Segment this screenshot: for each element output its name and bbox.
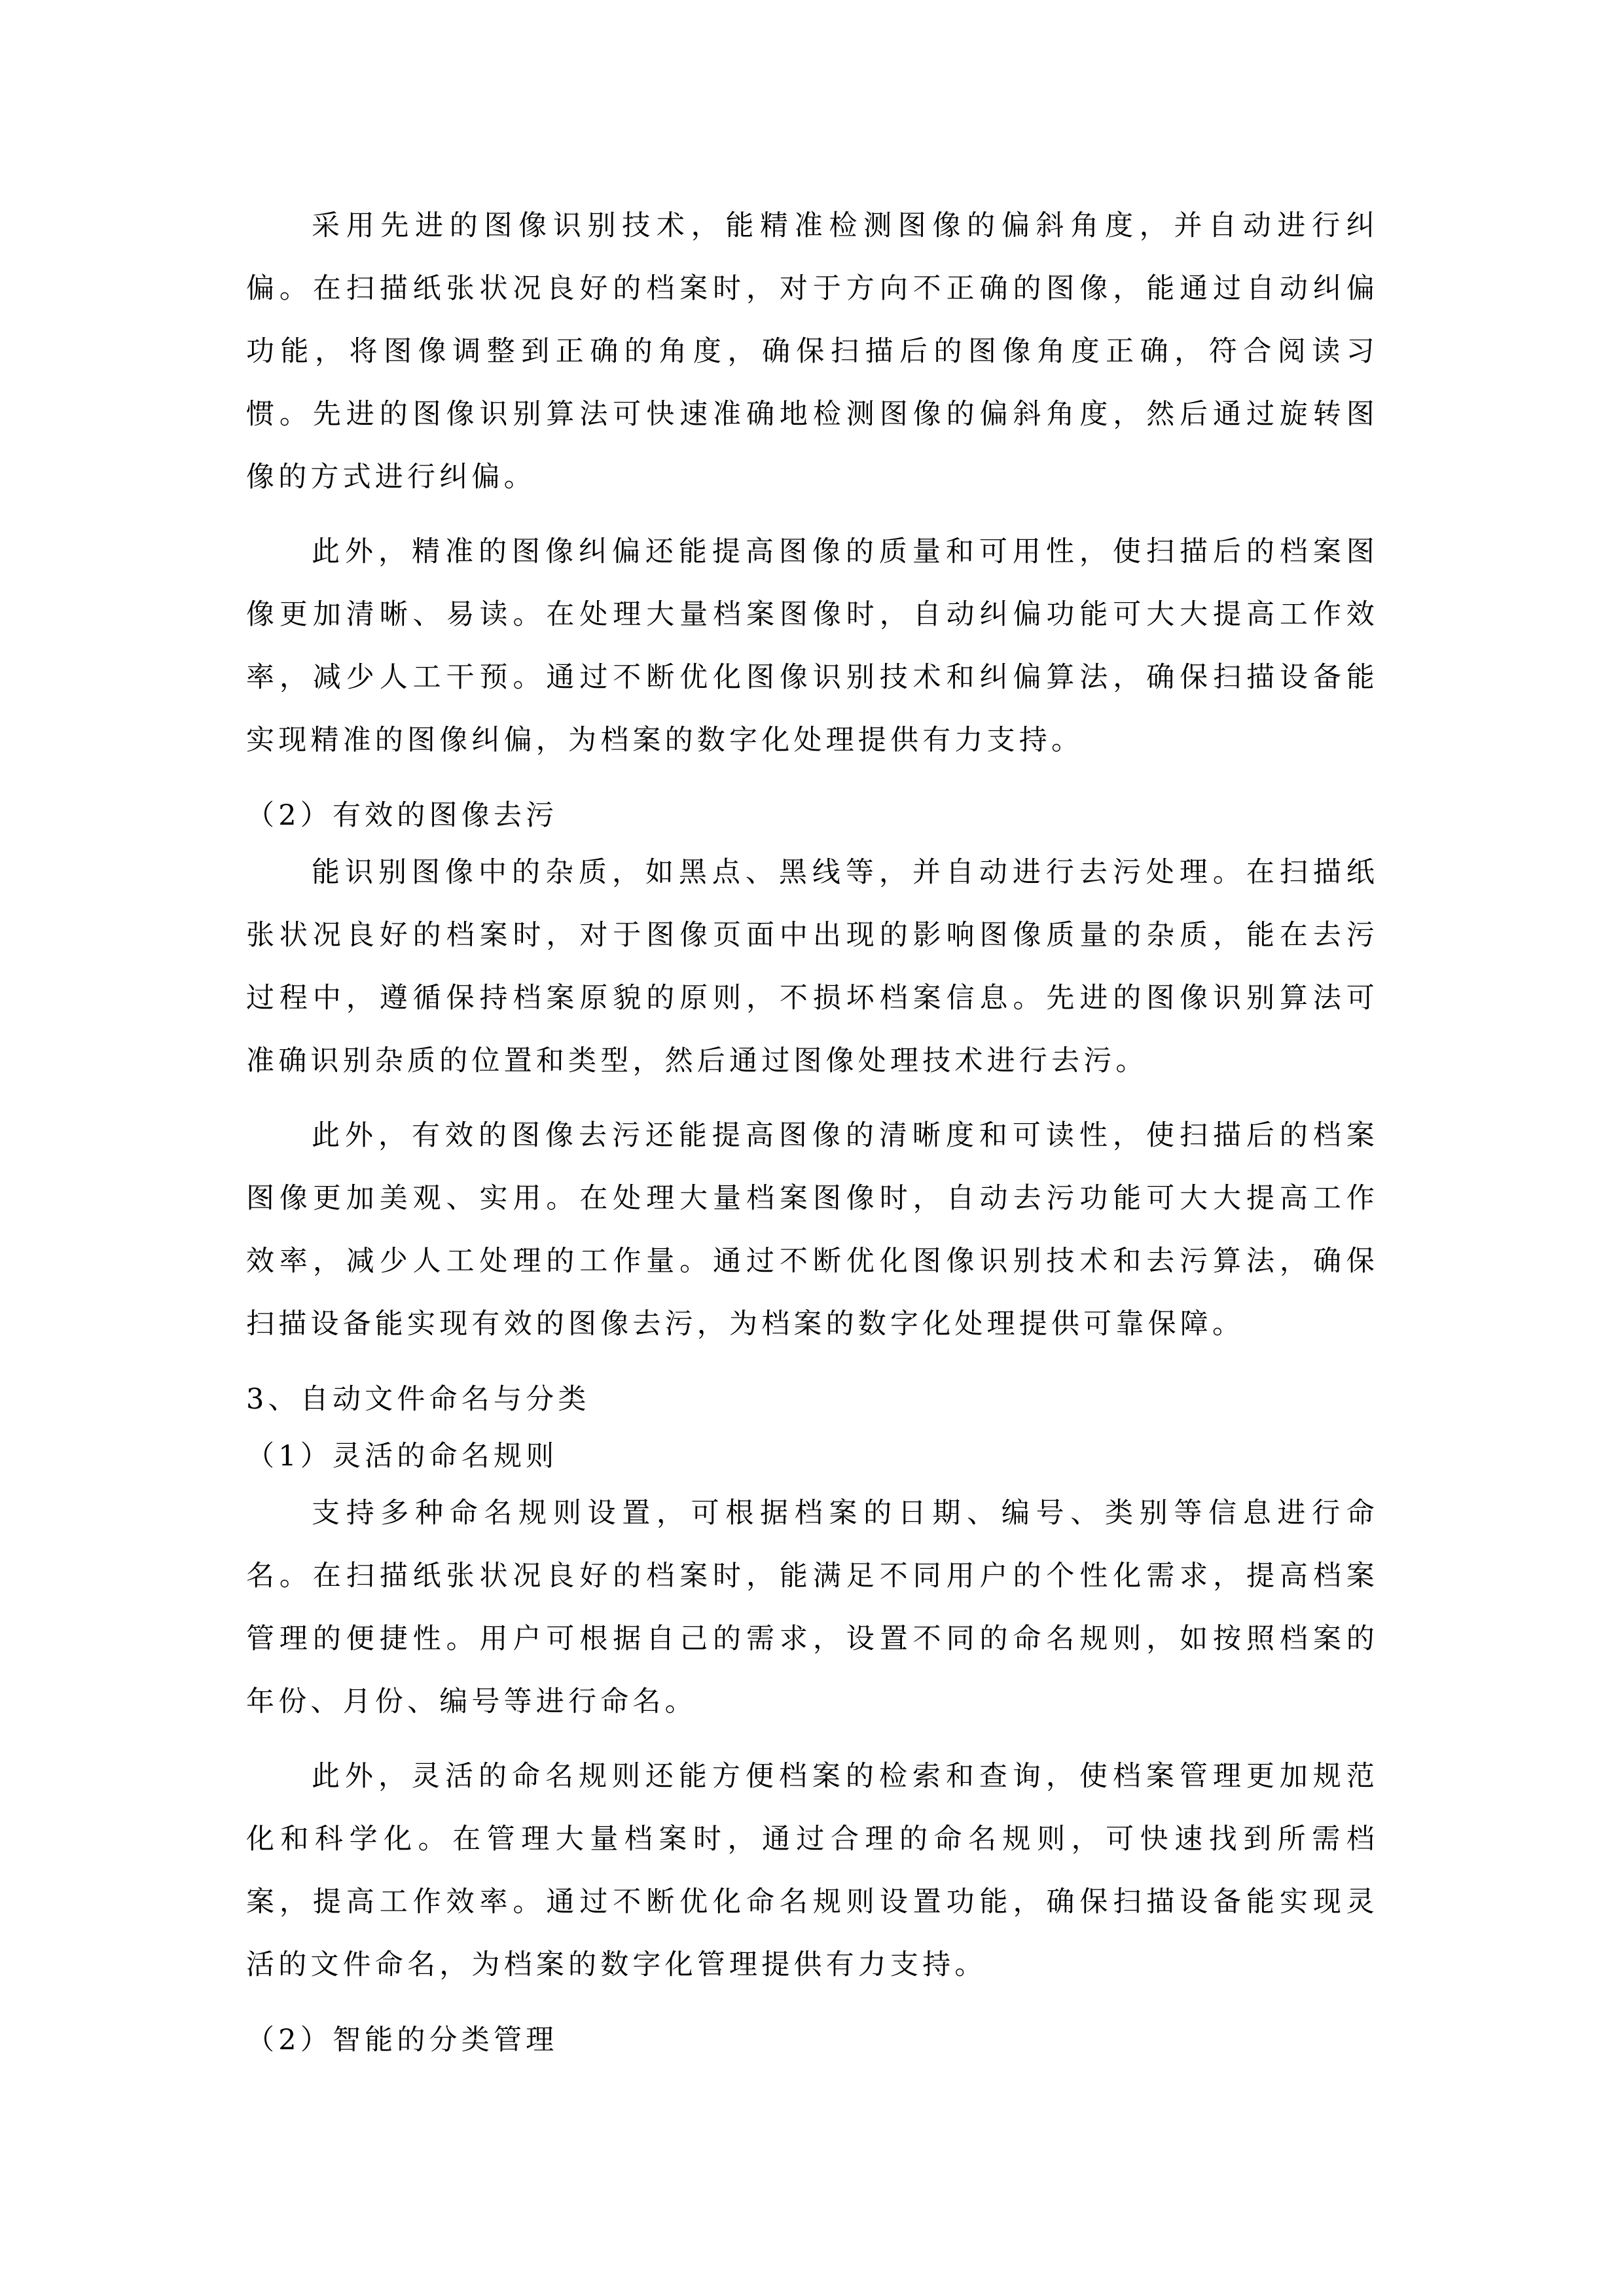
paragraph-1-line-3: 功能，将图像调整到正确的角度，确保扫描后的图像角度正确，符合阅读习 — [246, 335, 1379, 368]
paragraph-4-line-3: 效率，减少人工处理的工作量。通过不断优化图像识别技术和去污算法，确保 — [246, 1245, 1379, 1278]
paragraph-2-line-2: 像更加清晰、易读。在处理大量档案图像时，自动纠偏功能可大大提高工作效 — [246, 598, 1379, 631]
paragraph-2-line-3: 率，减少人工干预。通过不断优化图像识别技术和纠偏算法，确保扫描设备能 — [246, 661, 1379, 694]
paragraph-5-line-2: 名。在扫描纸张状况良好的档案时，能满足不同用户的个性化需求，提高档案 — [246, 1560, 1379, 1592]
paragraph-5-line-4: 年份、月份、编号等进行命名。 — [246, 1685, 697, 1718]
paragraph-1-line-4: 惯。先进的图像识别算法可快速准确地检测图像的偏斜角度，然后通过旋转图 — [246, 398, 1379, 431]
paragraph-1-line-1: 采用先进的图像识别技术，能精准检测图像的偏斜角度，并自动进行纠 — [312, 209, 1379, 242]
paragraph-2-line-1: 此外，精准的图像纠偏还能提高图像的质量和可用性，使扫描后的档案图 — [312, 535, 1379, 568]
paragraph-3-line-3: 过程中，遵循保持档案原貌的原则，不损坏档案信息。先进的图像识别算法可 — [246, 982, 1379, 1014]
paragraph-6-line-4: 活的文件命名，为档案的数字化管理提供有力支持。 — [246, 1948, 987, 1981]
paragraph-3-line-4: 准确识别杂质的位置和类型，然后通过图像处理技术进行去污。 — [246, 1045, 1148, 1077]
paragraph-3-line-1: 能识别图像中的杂质，如黑点、黑线等，并自动进行去污处理。在扫描纸 — [312, 856, 1379, 889]
paragraph-4-line-2: 图像更加美观、实用。在处理大量档案图像时，自动去污功能可大大提高工作 — [246, 1182, 1379, 1215]
subheading-image-decontamination: （2）有效的图像去污 — [246, 799, 558, 832]
paragraph-6-line-3: 案，提高工作效率。通过不断优化命名规则设置功能，确保扫描设备能实现灵 — [246, 1886, 1379, 1918]
paragraph-1-line-2: 偏。在扫描纸张状况良好的档案时，对于方向不正确的图像，能通过自动纠偏 — [246, 272, 1379, 305]
paragraph-4-line-4: 扫描设备能实现有效的图像去污，为档案的数字化处理提供可靠保障。 — [246, 1308, 1245, 1340]
subheading-flexible-naming: （1）灵活的命名规则 — [246, 1440, 558, 1473]
paragraph-6-line-1: 此外，灵活的命名规则还能方便档案的检索和查询，使档案管理更加规范 — [312, 1760, 1379, 1793]
paragraph-2-line-4: 实现精准的图像纠偏，为档案的数字化处理提供有力支持。 — [246, 724, 1084, 757]
paragraph-4-line-1: 此外，有效的图像去污还能提高图像的清晰度和可读性，使扫描后的档案 — [312, 1119, 1379, 1152]
subheading-smart-classification: （2）智能的分类管理 — [246, 2024, 558, 2056]
section-heading-auto-naming: 3、自动文件命名与分类 — [246, 1383, 590, 1416]
paragraph-5-line-1: 支持多种命名规则设置，可根据档案的日期、编号、类别等信息进行命 — [312, 1497, 1379, 1530]
paragraph-1-line-5: 像的方式进行纠偏。 — [246, 461, 536, 493]
paragraph-3-line-2: 张状况良好的档案时，对于图像页面中出现的影响图像质量的杂质，能在去污 — [246, 919, 1379, 952]
paragraph-5-line-3: 管理的便捷性。用户可根据自己的需求，设置不同的命名规则，如按照档案的 — [246, 1623, 1379, 1655]
paragraph-6-line-2: 化和科学化。在管理大量档案时，通过合理的命名规则，可快速找到所需档 — [246, 1823, 1379, 1856]
